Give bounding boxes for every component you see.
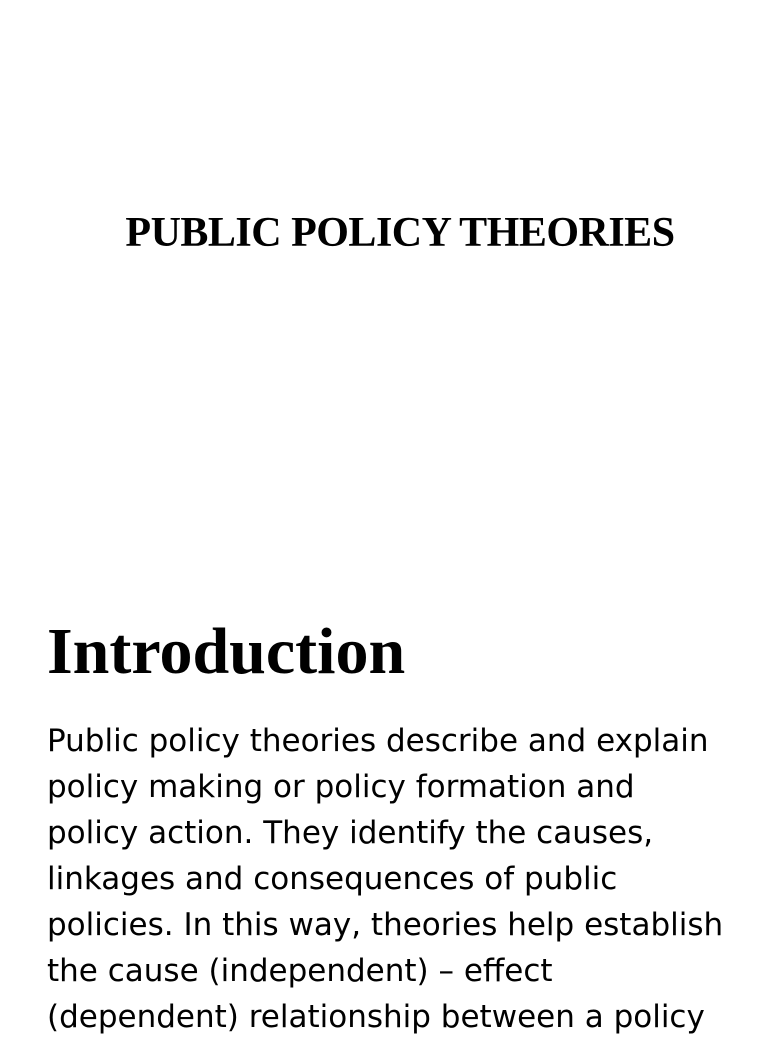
page-title: PUBLIC POLICY THEORIES xyxy=(125,210,675,256)
body-paragraph xyxy=(47,718,747,1040)
body-line: (dependent) relationship between a policy xyxy=(47,999,705,1035)
body-line: policies. In this way, theories help establish xyxy=(47,907,724,943)
body-line: policy making or policy formation and xyxy=(47,769,635,805)
section-heading: Introduction xyxy=(47,615,406,688)
body-line: Public policy theories describe and explain xyxy=(47,723,709,759)
body-line: the cause (independent) – effect xyxy=(47,953,553,989)
body-line: linkages and consequences of public xyxy=(47,861,618,897)
body-line: policy action. They identify the causes, xyxy=(47,815,654,851)
